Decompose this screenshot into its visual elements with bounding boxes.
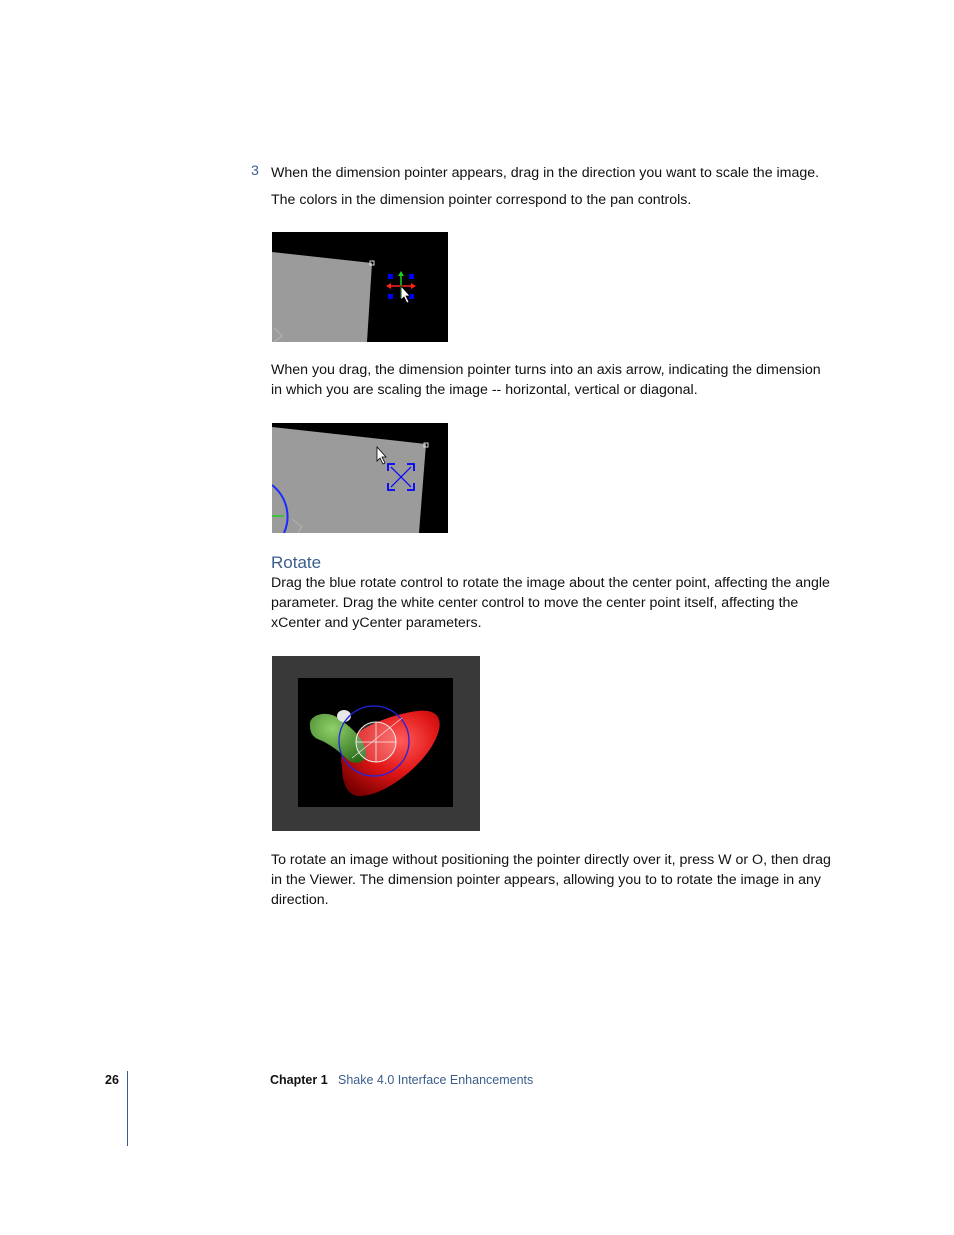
figure-dimension-pointer-svg [272,232,448,342]
step-text: When the dimension pointer appears, drag in the direction you want to scale the image. [271,165,820,181]
step-note: The colors in the dimension pointer correspond to the pan controls. [271,192,692,208]
figure-rotate-control-svg [272,656,480,831]
footer-rule [127,1071,128,1146]
scaled-image-shape [272,427,426,533]
chapter-label: Chapter 1 [270,1073,328,1087]
final-paragraph: To rotate an image without positioning the pointer directly over it, press W or O, then drag in the Viewer. The dimension pointer appears, allowing you to to rotate the image in any direction. [271,852,831,908]
scaled-image-shape [272,252,372,342]
step-number: 3 [251,163,259,179]
rotate-paragraph: Drag the blue rotate control to rotate the image about the center point, affecting the angle parameter. Drag the white center control to move the center point itself, affecting the xCenter and yCenter parameters. [271,575,830,631]
chapter-title: Shake 4.0 Interface Enhancements [338,1073,534,1087]
drag-paragraph: When you drag, the dimension pointer turns into an axis arrow, indicating the dimension in which you are scaling the image -- horizontal, vertical or diagonal. [271,362,821,398]
page-number: 26 [105,1073,119,1087]
figure-dimension-pointer [272,232,448,342]
rotate-heading: Rotate [271,553,322,572]
mouse-cursor-icon [401,286,410,303]
figure-rotate-control [272,656,480,831]
figure-axis-arrow-svg [272,423,448,533]
figure-axis-arrow [272,423,448,533]
